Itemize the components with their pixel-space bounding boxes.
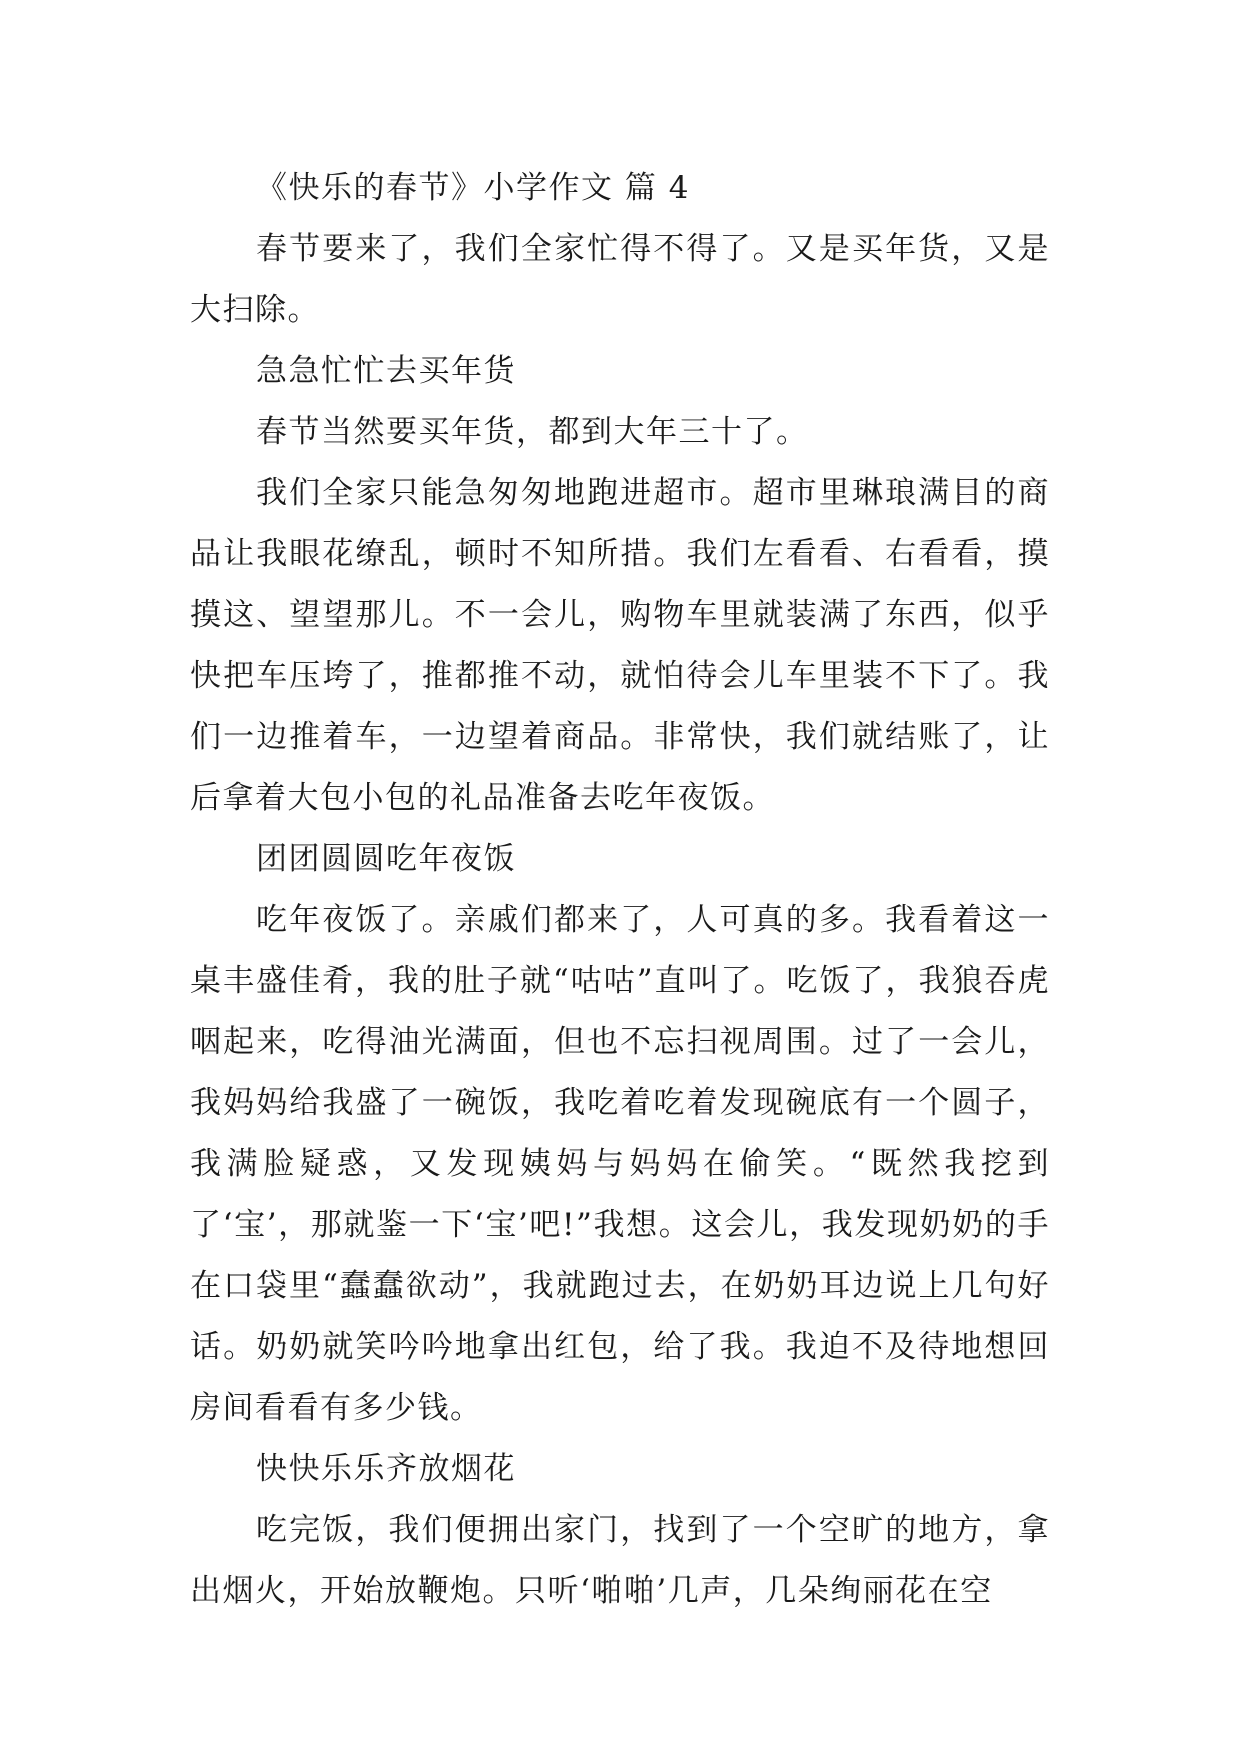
document-title: 《快乐的春节》小学作文 篇 4 [256,170,690,206]
section-heading-shopping: 急急忙忙去买年货 [256,353,516,389]
paragraph-dinner: 吃年夜饭了。亲戚们都来了，人可真的多。我看着这一桌丰盛佳肴，我的肚子就“咕咕”直叫了。吃饭了，我狼吞虎咽起来，吃得油光满面，但也不忘扫视周围。过了一会儿，我妈妈给我盛了一碗饭，我吃着吃着发现碗底有一个圆子，我满脸疑惑，又发现姨妈与妈妈在偷笑。“既然我挖到了‘宝’，那就鉴一下‘宝’吧!”我想。这会儿，我发现奶奶的手在口袋里“蠢蠢欲动”，我就跑过去，在奶奶耳边说上几句好话。奶奶就笑吟吟地拿出红包，给了我。我迫不及待地想回房间看看有多少钱。 [190,902,1050,1426]
paragraph-intro: 春节要来了，我们全家忙得不得了。又是买年货，又是大扫除。 [190,231,1050,328]
paragraph-shopping-2: 我们全家只能急匆匆地跑进超市。超市里琳琅满目的商品让我眼花缭乱，顿时不知所措。我们左看看、右看看，摸摸这、望望那儿。不一会儿，购物车里就装满了东西，似乎快把车压垮了，推都推不动，就怕待会儿车里装不下了。我们一边推着车，一边望着商品。非常快，我们就结账了，让后拿着大包小包的礼品准备去吃年夜饭。 [190,475,1050,816]
section-heading-dinner: 团团圆圆吃年夜饭 [256,841,516,877]
section-heading-fireworks: 快快乐乐齐放烟花 [256,1451,516,1487]
paragraph-shopping-1: 春节当然要买年货，都到大年三十了。 [256,414,809,450]
paragraph-fireworks: 吃完饭，我们便拥出家门，找到了一个空旷的地方，拿出烟火，开始放鞭炮。只听‘啪啪’几声，几朵绚丽花在空 [190,1512,1050,1609]
document-page [190,158,1050,1622]
